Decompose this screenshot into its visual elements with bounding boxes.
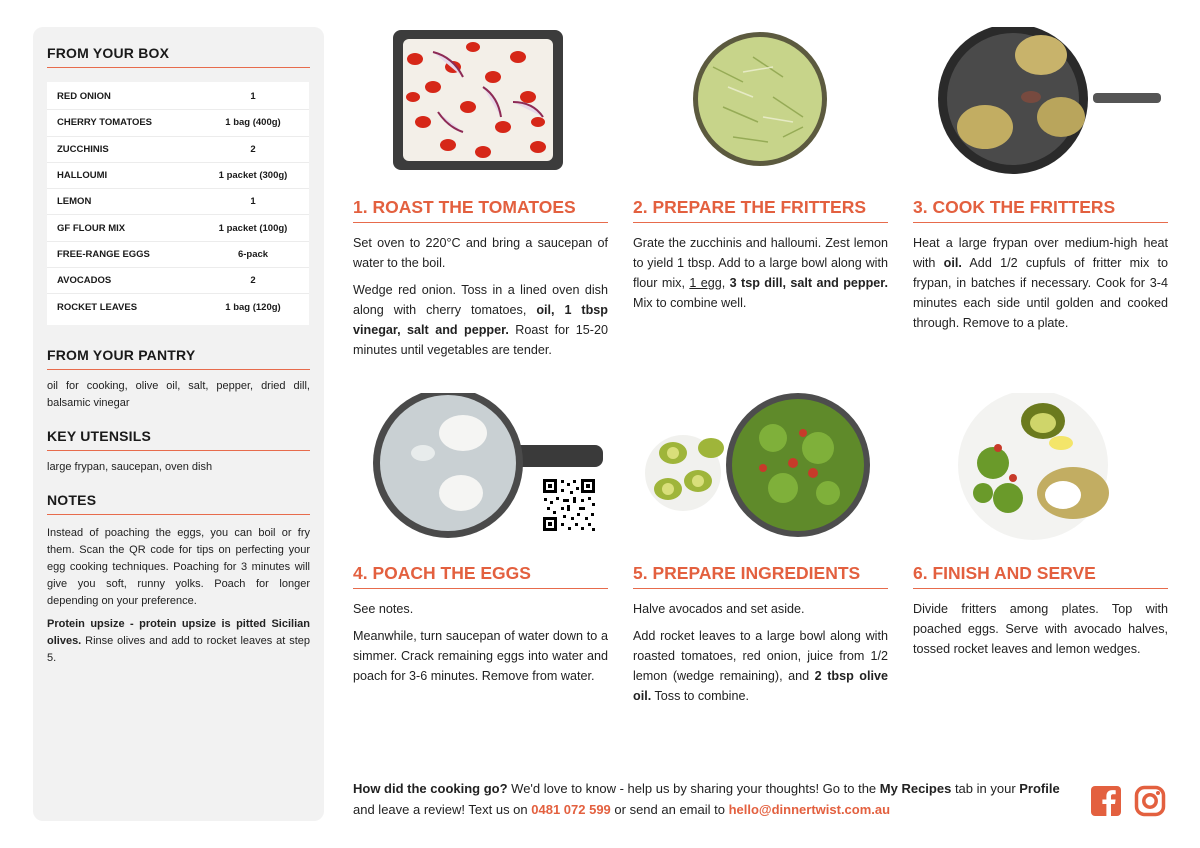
feedback-footer: How did the cooking go? We'd love to know - help us by sharing your thoughts! Go to the My Recipes tab in your Profile and leave a review! Text us on 0481 072 599 or send an email to hello@dinnertwist.com.au: [353, 781, 1060, 817]
table-row: [47, 163, 309, 189]
step-2-title: 2. PREPARE THE FRITTERS: [633, 197, 888, 223]
step-3-body: [913, 233, 1168, 333]
ingredient-name: LEMON: [57, 196, 92, 208]
my-recipes-link[interactable]: My Recipes: [879, 781, 952, 796]
profile-link[interactable]: Profile: [1019, 781, 1060, 796]
step-1-body: [353, 233, 608, 360]
box-heading: FROM YOUR BOX: [47, 45, 310, 68]
ingredient-qty: 1 packet (100g): [218, 222, 288, 234]
upsize-text: Rinse olives and add to rocket leaves at step 5.: [47, 634, 310, 664]
step-4-para: See notes.: [353, 602, 414, 616]
footer-question: How did the cooking go?: [353, 781, 508, 796]
utensils-heading: KEY UTENSILS: [47, 428, 310, 451]
grated-zucchini-image: [633, 27, 888, 175]
step-3-para: Heat a large frypan over medium-high heat with oil. Add 1/2 cupfuls of fritter mix to frypan, in batches if necessary. Cook for 3-4 minutes each side until golden and cooked through. Remove to a plate.: [913, 236, 1168, 330]
step-2-para: Grate the zucchinis and halloumi. Zest lemon to yield 1 tbsp. Add to a large bowl along with flour mix, 1 egg, 3 tsp dill, salt and pepper. Mix to combine well.: [633, 236, 889, 310]
pantry-heading: FROM YOUR PANTRY: [47, 347, 310, 370]
ingredient-name: AVOCADOS: [57, 275, 112, 287]
email-link[interactable]: hello@dinnertwist.com.au: [728, 802, 891, 817]
table-row: [47, 84, 309, 110]
ingredient-qty: 1 bag (400g): [225, 117, 281, 129]
ingredient-qty: 1 packet (300g): [218, 170, 288, 182]
upsize-bold: Protein upsize - protein upsize is pitted Sicilian olives.: [47, 617, 310, 647]
table-row: [47, 268, 309, 294]
ingredient-name: FREE-RANGE EGGS: [57, 248, 150, 260]
ingredient-qty: 1: [250, 91, 256, 103]
step-6-para: Divide fritters among plates. Top with poached eggs. Serve with avocado halves, tossed rocket leaves and lemon wedges.: [913, 602, 1168, 656]
ingredient-name: GF FLOUR MIX: [57, 222, 126, 234]
pantry-text: oil for cooking, olive oil, salt, pepper, dried dill, balsamic vinegar: [47, 379, 310, 409]
roasted-tomatoes-image: [353, 27, 608, 175]
step-5-para: Halve avocados and set aside.: [633, 602, 805, 616]
rocket-salad-image: [633, 393, 888, 541]
step-4-body: [353, 599, 608, 686]
step-5-body: [633, 599, 888, 706]
upsize-note: [47, 616, 310, 667]
utensils-text: large frypan, saucepan, oven dish: [47, 460, 213, 473]
step-1-para: Wedge red onion. Toss in a lined oven dish along with cherry tomatoes, oil, 1 tbsp vinegar, salt and pepper. Roast for 15-20 minutes until vegetables are tender.: [353, 283, 608, 357]
ingredient-name: RED ONION: [57, 91, 111, 103]
step-4-para: Meanwhile, turn saucepan of water down to a simmer. Crack remaining eggs into water and poach for 3-6 minutes. Remove from water.: [353, 629, 608, 683]
ingredient-qty: 1 bag (120g): [225, 302, 281, 314]
step-1-para: Set oven to 220°C and bring a saucepan of water to the boil.: [353, 236, 608, 270]
phone-link[interactable]: 0481 072 599: [531, 802, 611, 817]
poaching-eggs-image: [353, 393, 608, 541]
step-6-body: [913, 599, 1168, 659]
step-3-title: 3. COOK THE FRITTERS: [913, 197, 1168, 223]
instagram-icon[interactable]: [1134, 785, 1166, 817]
ingredient-qty: 2: [250, 143, 256, 155]
notes-heading: NOTES: [47, 492, 310, 515]
ingredient-name: ROCKET LEAVES: [57, 302, 138, 314]
step-3: [913, 27, 1168, 340]
ingredient-qty: 6-pack: [237, 248, 269, 260]
notes-text: Instead of poaching the eggs, you can boil or fry them. Scan the QR code for tips on perfecting your egg cooking techniques. Poaching for 3 minutes will give you soft, runny yolks. Poach for longer depending on your preference.: [47, 526, 310, 607]
box-ingredients-table: [47, 82, 309, 325]
step-2-body: [633, 233, 888, 313]
facebook-icon[interactable]: [1090, 785, 1122, 817]
step-5: [633, 393, 888, 713]
step-6-title: 6. FINISH AND SERVE: [913, 563, 1168, 589]
ingredient-qty: 1: [250, 196, 256, 208]
table-row: [47, 110, 309, 136]
step-6: [913, 393, 1168, 666]
plated-fritters-image: [913, 393, 1168, 541]
sidebar: [33, 27, 324, 821]
step-5-title: 5. PREPARE INGREDIENTS: [633, 563, 888, 589]
table-row: [47, 242, 309, 268]
step-1: [353, 27, 608, 367]
table-row: [47, 137, 309, 163]
step-5-para: Add rocket leaves to a large bowl along with roasted tomatoes, red onion, juice from 1/2 lemon (wedge remaining), and 2 tbsp olive oil. Toss to combine.: [633, 629, 888, 703]
table-row: [47, 215, 309, 241]
step-1-title: 1. ROAST THE TOMATOES: [353, 197, 608, 223]
step-2: [633, 27, 888, 320]
ingredient-name: HALLOUMI: [57, 170, 108, 182]
frying-fritters-image: [913, 27, 1168, 175]
step-4: [353, 393, 608, 693]
ingredient-name: ZUCCHINIS: [57, 143, 109, 155]
table-row: [47, 189, 309, 215]
ingredient-qty: 2: [250, 275, 256, 287]
ingredient-name: CHERRY TOMATOES: [57, 117, 153, 129]
table-row: [47, 294, 309, 320]
step-4-title: 4. POACH THE EGGS: [353, 563, 608, 589]
qr-code-icon[interactable]: [539, 475, 599, 535]
